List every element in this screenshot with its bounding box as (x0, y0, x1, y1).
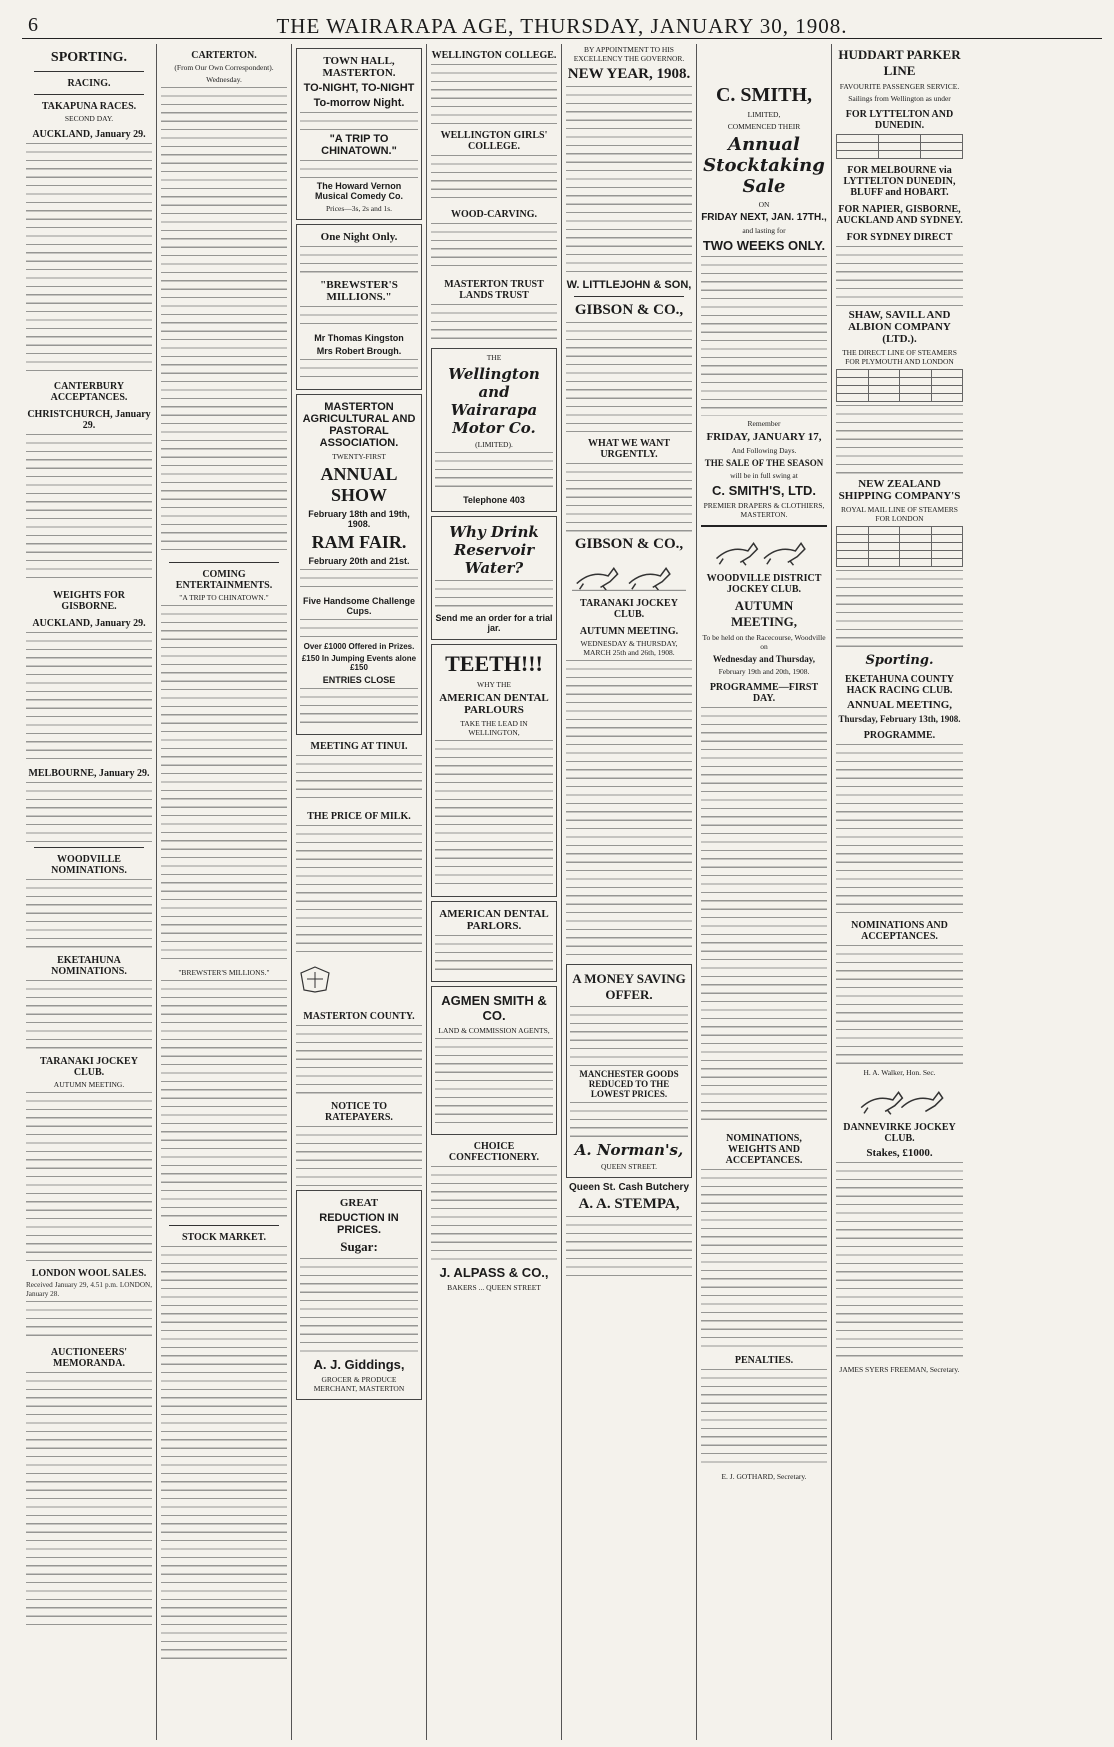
divider (169, 1225, 279, 1226)
heading-trust: MASTERTON TRUST LANDS TRUST (444, 279, 544, 301)
subheading-second-day: SECOND DAY. (64, 114, 114, 123)
heading-racing: RACING. (67, 78, 111, 89)
ad-ram-dates: February 20th and 21st. (308, 556, 410, 566)
article-text (161, 87, 287, 557)
article-text (431, 64, 557, 124)
heading-college: WELLINGTON COLLEGE. (431, 50, 557, 61)
divider (701, 525, 827, 527)
heading-penalties: PENALTIES. (734, 1355, 794, 1366)
heading-lyttelton: FOR LYTTELTON AND DUNEDIN. (845, 109, 954, 131)
ad-annual-show: ANNUAL SHOW (320, 464, 398, 505)
heading-sporting: SPORTING. (50, 50, 128, 65)
ad-motor-name: Wellington and Wairarapa Motor Co. (448, 365, 540, 437)
article-text (161, 980, 287, 1220)
ad-text (300, 246, 418, 276)
ad-motor-phone: Telephone 403 (463, 495, 525, 505)
article-text (431, 155, 557, 203)
column-6 (697, 44, 832, 1740)
heading-programme: PROGRAMME—FIRST DAY. (709, 682, 819, 704)
ad-one-night-title: One Night Only. (320, 231, 398, 243)
ad-prizes: Over £1000 Offered in Prizes. (303, 642, 415, 651)
dateline-christchurch: CHRISTCHURCH, January 29. (27, 409, 151, 431)
ad-appointment: BY APPOINTMENT TO HIS EXCELLENCY THE GOVERNOR. (573, 45, 685, 63)
horse-race-illustration (707, 533, 821, 567)
ad-tomorrow: To-morrow Night. (313, 97, 405, 109)
ad-text (566, 322, 692, 432)
heading-woodville-club: WOODVILLE DISTRICT JOCKEY CLUB. (706, 573, 822, 595)
ad-why-the: WHY THE (477, 680, 511, 689)
ad-two-weeks: TWO WEEKS ONLY. (702, 238, 826, 253)
ad-text (300, 569, 418, 593)
ad-smiths-ltd: C. SMITH'S, LTD. (712, 483, 816, 498)
divider (574, 296, 684, 297)
column-2 (157, 44, 292, 1740)
column-1 (22, 44, 157, 1740)
ad-show-org: MASTERTON AGRICULTURAL AND PASTORAL ASSOCIATION. (302, 401, 416, 449)
subheading-autumn: AUTUMN MEETING. (53, 1080, 125, 1089)
heading-melbourne: FOR MELBOURNE via LYTTELTON DUNEDIN, BLUFF and HOBART. (843, 165, 956, 198)
heading-taranaki-club: TARANAKI JOCKEY CLUB. (580, 598, 678, 620)
heading-eketahuna: EKETAHUNA NOMINATIONS. (51, 955, 127, 977)
ad-reduction: REDUCTION IN PRICES. (319, 1212, 399, 1236)
article-text (296, 755, 422, 805)
ad-motor-limited: (LIMITED). (475, 440, 513, 449)
ad-alpass: J. ALPASS & CO., (439, 1265, 549, 1280)
wool-text: Received January 29, 4.51 p.m. LONDON, January 28. (26, 1281, 152, 1298)
ad-nz-shipping: NEW ZEALAND SHIPPING COMPANY'S (838, 478, 961, 502)
ad-text (435, 452, 553, 492)
ad-grocer: GROCER & PRODUCE MERCHANT, MASTERTON (313, 1375, 405, 1393)
ad-text (300, 688, 418, 728)
heading-wool: LONDON WOOL SALES. (31, 1268, 147, 1279)
ad-town-hall (296, 48, 422, 220)
ad-dental-2 (431, 901, 557, 982)
ad-dental (431, 644, 557, 897)
heading-tinui: MEETING AT TINUI. (310, 741, 408, 752)
article-text (296, 1025, 422, 1095)
ad-why-drink: Why Drink Reservoir Water? (449, 523, 539, 577)
schedule-table (836, 369, 963, 402)
ad-money-title: A MONEY SAVING OFFER. (572, 971, 686, 1002)
ad-gothard: E. J. GOTHARD, Secretary. (721, 1472, 807, 1481)
ad-remember: Remember (747, 419, 781, 428)
dateline-auckland: AUCKLAND, January 29. (32, 129, 146, 140)
horse-race-illustration (572, 558, 686, 592)
ad-direct: THE DIRECT LINE OF STEAMERS FOR PLYMOUTH AND LONDON (842, 348, 957, 366)
heading-nominations-7: NOMINATIONS AND ACCEPTANCES. (851, 920, 948, 942)
article-text (701, 707, 827, 1127)
ad-annual-sale: Annual Stocktaking Sale (703, 134, 825, 197)
ad-norman: A. Norman's, (574, 1141, 684, 1159)
ad-text (566, 86, 692, 276)
column-7 (832, 44, 967, 1740)
divider (34, 71, 144, 72)
ad-text (300, 160, 418, 178)
article-text (26, 143, 152, 375)
ad-sale-season: THE SALE OF THE SEASON (704, 458, 824, 468)
ad-smith: C. SMITH, (715, 84, 813, 106)
heading-autumn: AUTUMN MEETING. (579, 626, 679, 637)
ad-show-dates: February 18th and 19th, 1908. (308, 509, 410, 529)
ad-agmen-name: AGMEN SMITH & CO. (441, 993, 547, 1023)
newspaper-title: THE WAIRARAPA AGE, THURSDAY, JANUARY 30, 1908. (276, 14, 848, 38)
heading-ratepayers: NOTICE TO RATEPAYERS. (325, 1101, 393, 1123)
ad-trip: "A TRIP TO CHINATOWN." (321, 133, 397, 157)
ad-brewster: "BREWSTER'S MILLIONS." (320, 279, 398, 303)
dateline-auckland-2: AUCKLAND, January 29. (32, 618, 146, 629)
ad-sailings: Sailings from Wellington as under (848, 94, 951, 103)
heading-napier: FOR NAPIER, GISBORNE, AUCKLAND AND SYDNEY. (836, 204, 963, 226)
crest-icon (296, 964, 334, 994)
article-text (836, 744, 963, 914)
ad-following: And Following Days. (731, 446, 797, 455)
page-number: 6 (28, 14, 38, 36)
heading-auctioneers: AUCTIONEERS' MEMORANDA. (50, 1347, 128, 1370)
article-text (26, 632, 152, 762)
ad-wed-thu: Wednesday and Thursday, (712, 654, 816, 664)
ad-friday: FRIDAY NEXT, JAN. 17TH., (701, 212, 827, 223)
ad-drapers: PREMIER DRAPERS & CLOTHIERS, MASTERTON. (703, 501, 825, 519)
dateline-melbourne: MELBOURNE, January 29. (28, 768, 150, 779)
schedule-table (836, 526, 963, 567)
heading-girls-college: WELLINGTON GIRLS' COLLEGE. (440, 130, 548, 152)
ad-autumn-meeting: AUTUMN MEETING, (730, 598, 798, 629)
ad-text (570, 1006, 688, 1066)
heading-programme-7: PROGRAMME. (863, 730, 936, 741)
ad-american: AMERICAN DENTAL PARLOURS (439, 692, 549, 716)
heading-coming: COMING ENTERTAINMENTS. (175, 569, 273, 591)
ad-kingston: Mr Thomas Kingston (314, 333, 404, 343)
ad-text (300, 619, 418, 639)
ad-motor-the: THE (486, 353, 502, 362)
divider (34, 847, 144, 848)
ad-commenced: COMMENCED THEIR (727, 122, 801, 131)
ad-teeth: TEETH!!! (445, 651, 543, 676)
article-text (431, 1166, 557, 1262)
article-text (836, 570, 963, 650)
ad-lasting: and lasting for (742, 226, 786, 235)
ad-text (300, 112, 418, 130)
ad-twenty-first: TWENTY-FIRST (332, 452, 386, 461)
article-text (566, 463, 692, 533)
article-text (431, 223, 557, 273)
article-text (26, 434, 152, 584)
horse-race-illustration (842, 1082, 957, 1116)
ad-held-on: To be held on the Racecourse, Woodville on (702, 633, 826, 651)
ad-text (570, 1102, 688, 1138)
ad-one-night (296, 224, 422, 390)
ad-text (435, 740, 553, 890)
article-text (431, 304, 557, 344)
ad-howard: The Howard Vernon Musical Comedy Co. (314, 181, 404, 201)
ad-full-swing: will be in full swing at (730, 471, 798, 480)
divider (34, 94, 144, 95)
ad-challenge: Five Handsome Challenge Cups. (302, 596, 416, 616)
ad-text (566, 1216, 692, 1276)
ad-sugar: Sugar: (340, 1239, 378, 1254)
ad-text (300, 359, 418, 383)
article-text (296, 1126, 422, 1186)
ad-entries: ENTRIES CLOSE (322, 675, 396, 685)
ad-text (701, 256, 827, 416)
heading-stock: STOCK MARKET. (181, 1232, 267, 1243)
ad-favourite: FAVOURITE PASSENGER SERVICE. (839, 82, 960, 91)
ad-smith-limited: LIMITED, (747, 110, 781, 119)
ad-friday-2: FRIDAY, JANUARY 17, (706, 431, 822, 443)
article-text (26, 980, 152, 1050)
schedule-table (836, 134, 963, 159)
ad-motor (431, 348, 557, 512)
columns (22, 44, 1102, 1740)
ad-thursday: Thursday, February 13th, 1908. (838, 714, 961, 724)
column-5 (562, 44, 697, 1740)
article-text (26, 1092, 152, 1262)
heading-woodcarving: WOOD-CARVING. (450, 209, 538, 220)
ad-jumping: £150 In Jumping Events alone £150 (301, 654, 417, 672)
article-text (26, 879, 152, 949)
ad-new-year: NEW YEAR, 1908. (567, 66, 691, 82)
ad-take-lead: TAKE THE LEAD IN WELLINGTON, (460, 719, 528, 737)
article-text (296, 825, 422, 955)
ad-manchester: MANCHESTER GOODS REDUCED TO THE LOWEST PRICES. (579, 1069, 679, 1099)
heading-sydney: FOR SYDNEY DIRECT (846, 232, 953, 243)
masthead (22, 12, 1102, 39)
ad-gibson: GIBSON & CO., (574, 302, 684, 318)
article-text (836, 246, 963, 306)
heading-canterbury: CANTERBURY ACCEPTANCES. (50, 381, 128, 403)
article-text (26, 1372, 152, 1632)
ad-ram-fair: RAM FAIR. (311, 532, 407, 552)
article-text (26, 782, 152, 842)
ad-littlejohn: W. LITTLEJOHN & SON, (566, 279, 692, 291)
article-text (26, 1301, 152, 1341)
article-text (836, 945, 963, 1065)
ad-bakers: BAKERS ... QUEEN STREET (447, 1283, 541, 1292)
heading-sporting-ad: Sporting. (865, 653, 934, 668)
ad-queen-street: QUEEN STREET. (600, 1162, 658, 1171)
ad-on: ON (758, 200, 770, 209)
article-text (701, 1369, 827, 1469)
ad-prices: Prices—3s, 2s and 1s. (325, 204, 393, 213)
heading-wanted: WHAT WE WANT URGENTLY. (587, 438, 671, 460)
ad-text (435, 580, 553, 610)
ad-american-2: AMERICAN DENTAL PARLORS. (439, 908, 549, 932)
column-4 (427, 44, 562, 1740)
heading-woodville: WOODVILLE NOMINATIONS. (51, 854, 127, 876)
ad-stakes: Stakes, £1000. (866, 1147, 933, 1159)
ad-text (300, 306, 418, 330)
ad-feb-dates: February 19th and 20th, 1908. (718, 667, 810, 676)
article-text (836, 405, 963, 475)
ad-stempa: A. A. STEMPA, (578, 1196, 680, 1212)
article-text (566, 660, 692, 960)
heading-dannevirke: DANNEVIRKE JOCKEY CLUB. (843, 1122, 956, 1144)
autumn-dates: WEDNESDAY & THURSDAY, MARCH 25th and 26th, 1908. (580, 639, 678, 657)
ad-huddart: HUDDART PARKER LINE (838, 47, 961, 78)
heading-masterton-county: MASTERTON COUNTY. (303, 1011, 415, 1022)
ad-brough: Mrs Robert Brough. (316, 346, 402, 356)
ad-freeman: JAMES SYERS FREEMAN, Secretary. (839, 1365, 960, 1374)
ad-text (435, 1038, 553, 1128)
correspondent-line: (From Our Own Correspondent). (174, 63, 274, 72)
ad-royal-mail: ROYAL MAIL LINE OF STEAMERS FOR LONDON (841, 505, 958, 523)
heading-weights: WEIGHTS FOR GISBORNE. (53, 590, 125, 612)
heading-nominations: NOMINATIONS, WEIGHTS AND ACCEPTANCES. (725, 1133, 803, 1166)
heading-taranaki: TARANAKI JOCKEY CLUB. (40, 1056, 138, 1078)
ad-giddings-name: A. J. Giddings, (313, 1357, 405, 1372)
ad-money-saving (566, 964, 692, 1178)
ad-send: Send me an order for a trial jar. (435, 613, 553, 633)
article-text (701, 1169, 827, 1349)
heading-milk: THE PRICE OF MILK. (307, 811, 411, 822)
ad-text (300, 1258, 418, 1354)
heading-takapuna: TAKAPUNA RACES. (41, 101, 137, 112)
ad-great: GREAT (339, 1197, 379, 1209)
article-text (836, 1162, 963, 1362)
ad-town-hall-title: TOWN HALL, MASTERTON. (322, 55, 396, 79)
divider (169, 562, 279, 563)
article-text (161, 605, 287, 965)
ad-shaw: SHAW, SAVILL AND ALBION COMPANY (LTD.). (848, 309, 951, 345)
ad-butchery: Queen St. Cash Butchery (568, 1182, 690, 1193)
dayline: Wednesday. (206, 75, 242, 84)
heading-confectionery: CHOICE CONFECTIONERY. (448, 1141, 540, 1163)
heading-carterton: CARTERTON. (191, 50, 257, 61)
ad-annual-meeting: ANNUAL MEETING, (846, 699, 953, 711)
ad-text (435, 935, 553, 975)
ad-walker: H. A. Walker, Hon. Sec. (863, 1068, 936, 1077)
ad-gibson-2: GIBSON & CO., (574, 536, 684, 552)
subheading-millions: "BREWSTER'S MILLIONS." (178, 968, 270, 977)
column-3 (292, 44, 427, 1740)
ad-giddings (296, 1190, 422, 1400)
article-text (161, 1246, 287, 1666)
ad-agmen (431, 986, 557, 1135)
heading-eketahuna-club: EKETAHUNA COUNTY HACK RACING CLUB. (845, 674, 954, 696)
ad-land: LAND & COMMISSION AGENTS, (438, 1026, 550, 1035)
ad-tonight: TO-NIGHT, TO-NIGHT (303, 82, 415, 94)
ad-reservoir (431, 516, 557, 640)
ad-show (296, 394, 422, 735)
subheading-trip: "A TRIP TO CHINATOWN." (179, 593, 269, 602)
